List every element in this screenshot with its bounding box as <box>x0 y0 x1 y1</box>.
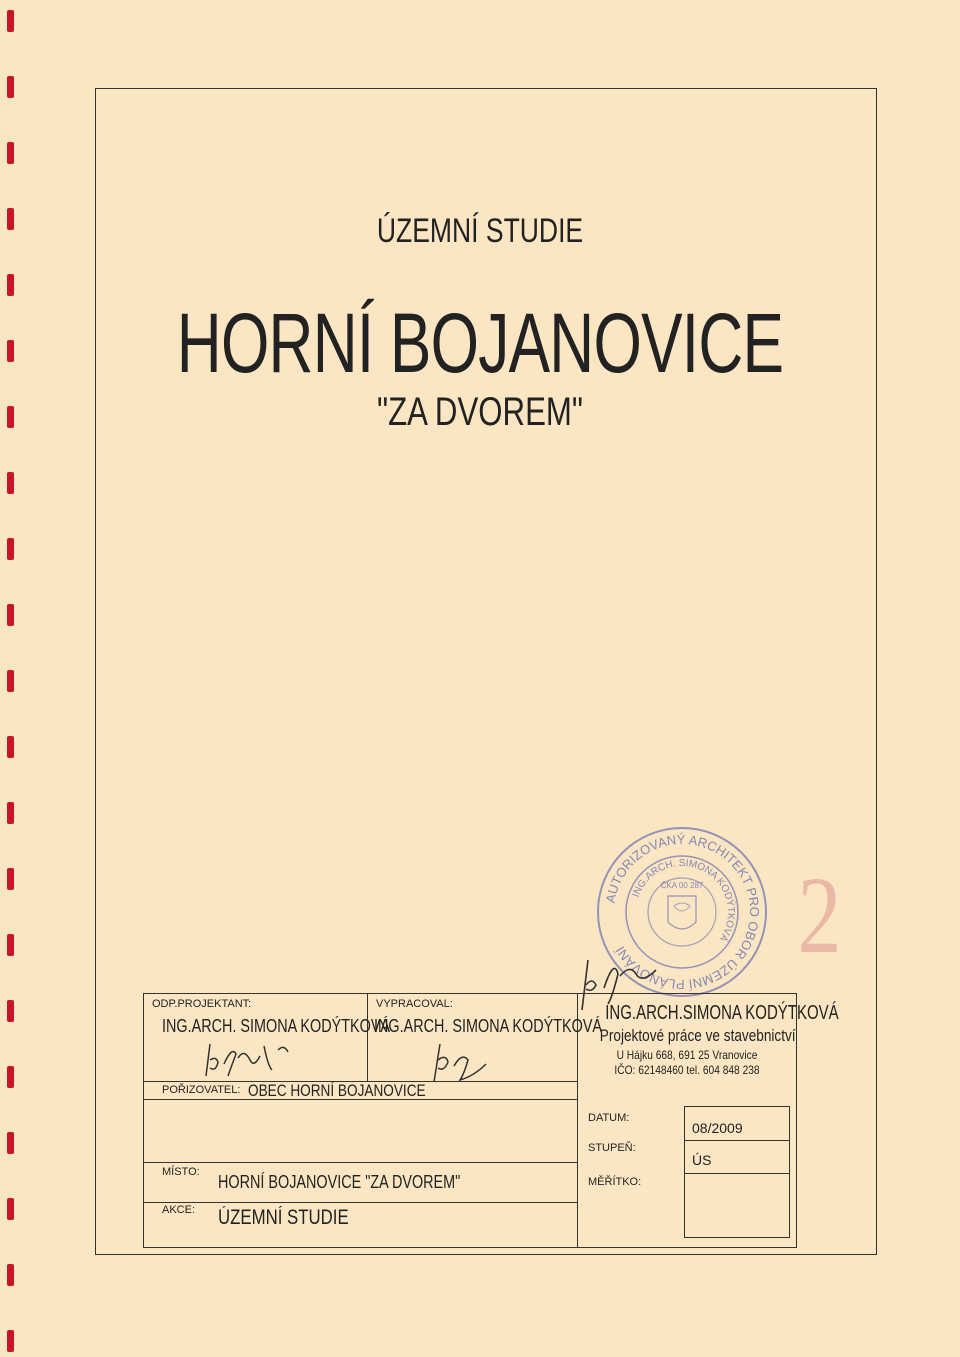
binding-mark <box>7 1000 14 1022</box>
akce-value: ÚZEMNÍ STUDIE <box>218 1206 349 1229</box>
porizovatel-label: POŘIZOVATEL: <box>162 1084 241 1096</box>
projektant-signature <box>198 1036 308 1082</box>
porizovatel-value: OBEC HORNÍ BOJANOVICE <box>248 1081 426 1100</box>
binding-strip <box>7 0 17 1357</box>
firm-address: U Hájku 668, 691 25 Vranovice <box>616 1048 758 1062</box>
binding-mark <box>7 340 14 362</box>
page-number: 2 <box>797 854 842 976</box>
binding-mark <box>7 736 14 758</box>
stupen-value: ÚS <box>692 1152 712 1168</box>
binding-mark <box>7 1132 14 1154</box>
akce-label: AKCE: <box>162 1204 196 1216</box>
binding-mark <box>7 538 14 560</box>
binding-mark <box>7 76 14 98</box>
stamp-outer-text: AUTORIZOVANÝ ARCHITEKT PRO OBOR ÚZEMNÍ PLÁNOVÁNÍ <box>602 831 763 993</box>
firm-name: ING.ARCH.SIMONA KODÝTKOVÁ <box>605 1002 839 1024</box>
svg-text:ING.ARCH. SIMONA KODÝTKOVÁ <box>631 858 738 944</box>
document-type-title: ÚZEMNÍ STUDIE <box>376 212 584 250</box>
stamp-inner-text: ING.ARCH. SIMONA KODÝTKOVÁ <box>630 857 737 944</box>
binding-mark <box>7 1066 14 1088</box>
binding-mark <box>7 1330 14 1352</box>
document-subtitle: "ZA DVOREM" <box>377 390 583 434</box>
binding-mark <box>7 274 14 296</box>
meritko-label: MĚŘÍTKO: <box>588 1176 642 1188</box>
binding-mark <box>7 868 14 890</box>
projektant-name: ING.ARCH. SIMONA KODÝTKOVÁ <box>162 1016 391 1036</box>
vypracoval-label: VYPRACOVAL: <box>376 998 453 1010</box>
projektant-label: ODP.PROJEKTANT: <box>152 998 252 1010</box>
document-main-title: HORNÍ BOJANOVICE <box>176 296 784 390</box>
binding-mark <box>7 208 14 230</box>
binding-mark <box>7 802 14 824</box>
binding-mark <box>7 1198 14 1220</box>
datum-value: 08/2009 <box>692 1120 743 1136</box>
binding-mark <box>7 670 14 692</box>
firm-description: Projektové práce ve stavebnictví <box>599 1026 796 1045</box>
binding-mark <box>7 934 14 956</box>
binding-mark <box>7 406 14 428</box>
binding-mark <box>7 10 14 32</box>
stupen-label: STUPEŇ: <box>588 1142 636 1154</box>
title-block <box>143 993 839 1248</box>
akce-row <box>144 1202 578 1240</box>
misto-label: MÍSTO: <box>162 1166 200 1178</box>
binding-mark <box>7 142 14 164</box>
coat-of-arms-icon <box>668 896 696 929</box>
misto-value: HORNÍ BOJANOVICE "ZA DVOREM" <box>218 1172 461 1192</box>
stamp-cka: ČKA 00 287 <box>660 881 704 890</box>
firm-contact: IČO: 62148460 tel. 604 848 238 <box>614 1063 760 1077</box>
binding-mark <box>7 472 14 494</box>
datum-label: DATUM: <box>588 1112 630 1124</box>
binding-mark <box>7 604 14 626</box>
binding-mark <box>7 1264 14 1286</box>
vypracoval-name: ING.ARCH. SIMONA KODÝTKOVÁ <box>374 1016 603 1036</box>
